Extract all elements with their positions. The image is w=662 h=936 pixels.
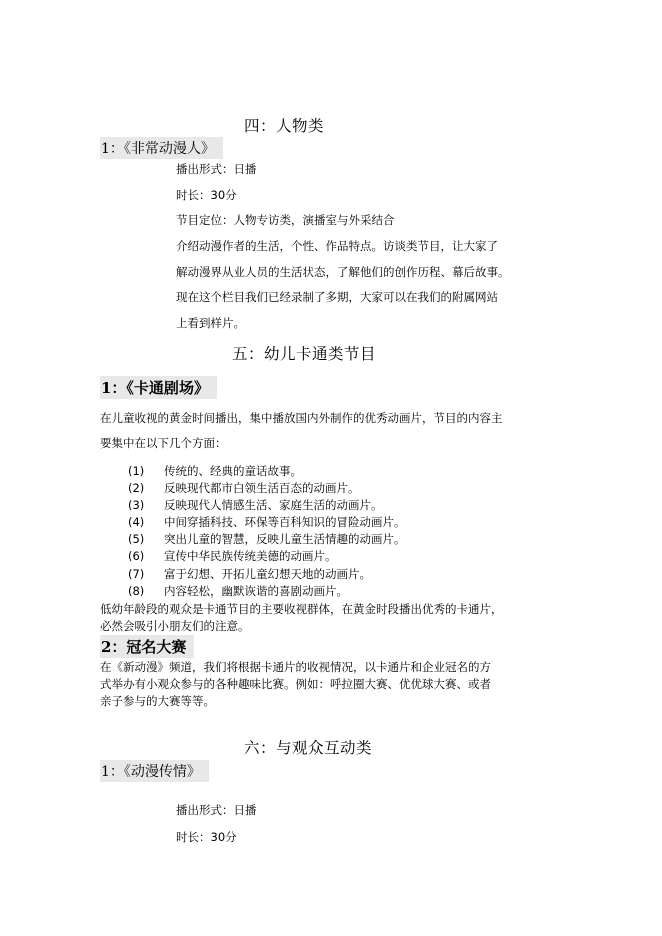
text-line: 介绍动漫作者的生活，个性、作品特点。访谈类节目，让大家了	[176, 239, 498, 253]
paragraph-line: 低幼年龄段的观众是卡通节目的主要收视群体，在黄金时段播出优秀的卡通片，	[100, 602, 503, 616]
paragraph-line: 在儿童收视的黄金时间播出，集中播放国内外制作的优秀动画片，节目的内容主	[100, 411, 503, 425]
text-line: 解动漫界从业人员的生活状态，了解他们的创作历程、幕后故事。	[176, 265, 510, 279]
list-item	[128, 497, 383, 513]
list-text: 宣传中华民族传统美德的动画片。	[164, 549, 337, 563]
paragraph-line: 在《新动漫》频道，我们将根据卡通片的收视情况，以卡通片和企业冠名的方	[100, 660, 491, 674]
list-item	[128, 531, 406, 547]
list-item	[128, 548, 337, 564]
text-line: 播出形式：日播	[176, 162, 257, 176]
paragraph-line: 要集中在以下几个方面：	[100, 436, 227, 450]
list-item	[128, 514, 406, 530]
list-text: 反映现代都市白领生活百态的动画片。	[164, 481, 360, 495]
paragraph-line: 式举办有小观众参与的各种趣味比赛。例如：呼拉圈大赛、优优球大赛、或者	[100, 677, 491, 691]
subheading-1-dongman: 1：《动漫传情》	[100, 760, 209, 782]
list-item	[128, 463, 302, 479]
list-number: (3)	[128, 498, 145, 512]
subheading-1-feichang: 1：《非常动漫人》	[100, 137, 223, 159]
text-line: 现在这个栏目我们已经录制了多期，大家可以在我们的附属网站	[176, 290, 498, 304]
list-item	[128, 480, 360, 496]
list-number: (6)	[128, 549, 145, 563]
text-line: 时长：30分	[176, 830, 237, 844]
list-number: (2)	[128, 481, 145, 495]
list-number: (8)	[128, 584, 145, 598]
list-text: 富于幻想、开拓儿童幻想天地的动画片。	[164, 567, 371, 581]
section-heading-4: 四：人物类	[244, 117, 325, 135]
list-number: (5)	[128, 532, 145, 546]
list-text: 传统的、经典的童话故事。	[164, 464, 302, 478]
paragraph-line: 亲子参与的大赛等等。	[100, 694, 215, 708]
list-text: 反映现代人情感生活、家庭生活的动画片。	[164, 498, 383, 512]
text-line: 时长：30分	[176, 188, 237, 202]
list-item	[128, 566, 371, 582]
list-text: 内容轻松，幽默诙谐的喜剧动画片。	[164, 584, 348, 598]
text-line: 上看到样片。	[176, 316, 245, 330]
subheading-1-katong: 1：《卡通剧场》	[100, 376, 217, 399]
paragraph-line: 必然会吸引小朋友们的注意。	[100, 619, 250, 633]
subheading-2-guanming: 2：冠名大赛	[100, 635, 194, 658]
text-line: 节目定位：人物专访类，演播室与外采结合	[176, 213, 395, 227]
list-text: 中间穿插科技、环保等百科知识的冒险动画片。	[164, 515, 406, 529]
list-text: 突出儿童的智慧，反映儿童生活情趣的动画片。	[164, 532, 406, 546]
list-number: (7)	[128, 567, 145, 581]
list-item	[128, 583, 348, 599]
list-number: (1)	[128, 464, 145, 478]
text-line: 播出形式：日播	[176, 803, 257, 817]
section-heading-5: 五：幼儿卡通类节目	[232, 345, 377, 363]
section-heading-6: 六：与观众互动类	[244, 739, 373, 757]
list-number: (4)	[128, 515, 145, 529]
